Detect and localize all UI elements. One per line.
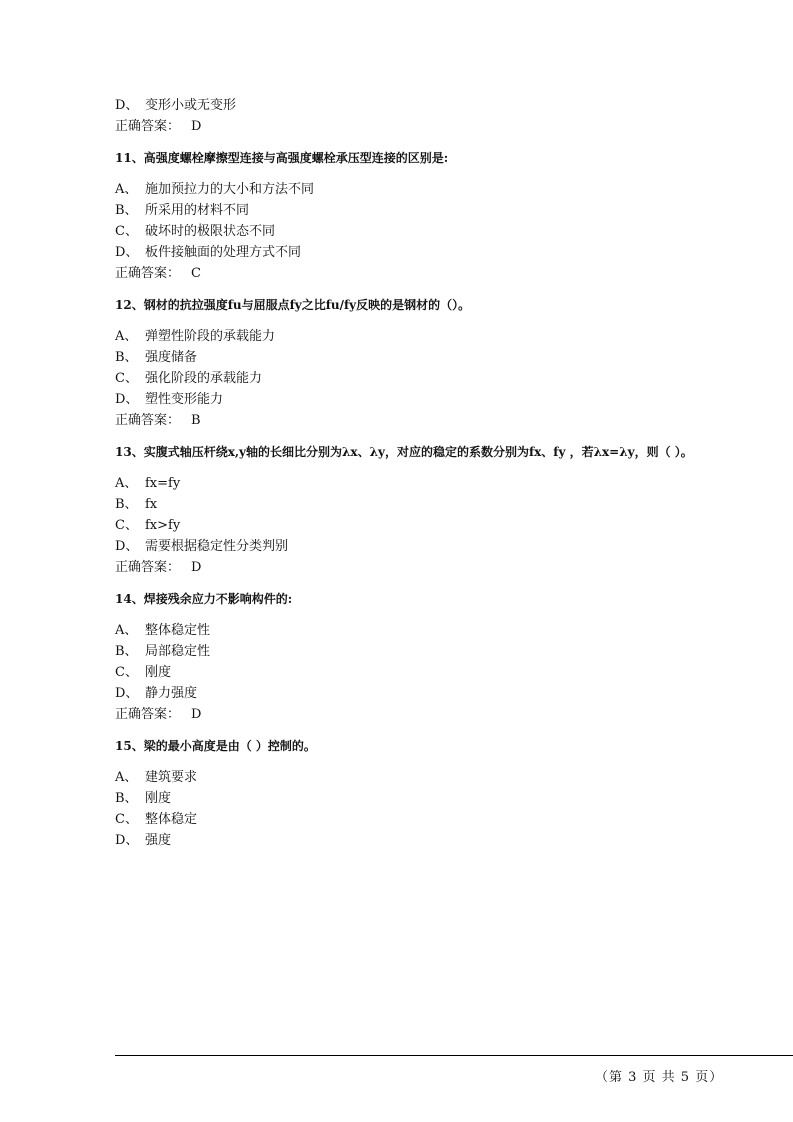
option-text: 强度 bbox=[145, 833, 172, 848]
question-14-option-b bbox=[115, 641, 735, 662]
question-12-option-d bbox=[115, 389, 735, 410]
answer-label: 正确答案： bbox=[115, 119, 181, 134]
answer-value: B bbox=[191, 413, 201, 428]
answer-value: D bbox=[191, 707, 202, 722]
option-text: 破坏时的极限状态不同 bbox=[145, 224, 276, 239]
question-14-title: 14、焊接残余应力不影响构件的: bbox=[115, 592, 293, 606]
option-letter: B、 bbox=[115, 350, 138, 365]
answer-value: C bbox=[191, 266, 201, 281]
question-13-option-b bbox=[115, 494, 735, 515]
question-14-option-a bbox=[115, 620, 735, 641]
option-text: fx bbox=[145, 497, 158, 512]
question-12-option-a bbox=[115, 326, 735, 347]
option-text: 需要根据稳定性分类判别 bbox=[145, 539, 289, 554]
option-text: 塑性变形能力 bbox=[145, 392, 224, 407]
answer-label: 正确答案： bbox=[115, 266, 181, 281]
option-text: 局部稳定性 bbox=[145, 644, 211, 659]
option-letter: A、 bbox=[115, 623, 138, 638]
question-14-option-c bbox=[115, 662, 735, 683]
question-11-answer bbox=[115, 263, 735, 284]
answer-value: D bbox=[191, 560, 202, 575]
option-text: 整体稳定 bbox=[145, 812, 198, 827]
footer-divider bbox=[115, 1055, 793, 1056]
question-13-answer bbox=[115, 557, 735, 578]
answer-label: 正确答案： bbox=[115, 707, 181, 722]
option-text: 建筑要求 bbox=[145, 770, 198, 785]
answer-value: D bbox=[191, 119, 202, 134]
option-text: 强度储备 bbox=[145, 350, 198, 365]
top-answer bbox=[115, 116, 735, 137]
option-letter: A、 bbox=[115, 329, 138, 344]
option-letter: B、 bbox=[115, 203, 138, 218]
option-text: 刚度 bbox=[145, 665, 172, 680]
option-letter: C、 bbox=[115, 665, 138, 680]
question-12-option-b bbox=[115, 347, 735, 368]
question-11-option-b bbox=[115, 200, 735, 221]
top-option-d bbox=[115, 95, 735, 116]
question-15-option-a bbox=[115, 767, 735, 788]
answer-label: 正确答案： bbox=[115, 560, 181, 575]
question-11-option-a bbox=[115, 179, 735, 200]
option-letter: A、 bbox=[115, 476, 138, 491]
question-11-option-d bbox=[115, 242, 735, 263]
option-text: 弹塑性阶段的承载能力 bbox=[145, 329, 276, 344]
option-letter: A、 bbox=[115, 770, 138, 785]
option-letter: C、 bbox=[115, 371, 138, 386]
question-13-title: 13、实腹式轴压杆绕x,y轴的长细比分别为λx、λy，对应的稳定的系数分别为fx、fy ，若λx=λy，则（ ）。 bbox=[115, 445, 693, 459]
option-text: 刚度 bbox=[145, 791, 172, 806]
question-13-option-d bbox=[115, 536, 735, 557]
option-letter: D、 bbox=[115, 833, 139, 848]
question-11-title: 11、高强度螺栓摩擦型连接与高强度螺栓承压型连接的区别是: bbox=[115, 151, 449, 165]
option-text: fx=fy bbox=[145, 476, 181, 491]
question-13-option-a bbox=[115, 473, 735, 494]
question-15-option-c bbox=[115, 809, 735, 830]
option-letter: B、 bbox=[115, 497, 138, 512]
option-text: 板件接触面的处理方式不同 bbox=[145, 245, 302, 260]
option-letter: B、 bbox=[115, 791, 138, 806]
option-text: 整体稳定性 bbox=[145, 623, 211, 638]
option-letter: C、 bbox=[115, 518, 138, 533]
option-text: 施加预拉力的大小和方法不同 bbox=[145, 182, 315, 197]
document-body bbox=[115, 95, 735, 851]
option-letter: C、 bbox=[115, 812, 138, 827]
question-13-option-c bbox=[115, 515, 735, 536]
answer-label: 正确答案： bbox=[115, 413, 181, 428]
question-14-answer bbox=[115, 704, 735, 725]
option-text: 静力强度 bbox=[145, 686, 198, 701]
option-letter: D、 bbox=[115, 686, 139, 701]
option-letter: D、 bbox=[115, 539, 139, 554]
option-text: 变形小或无变形 bbox=[145, 98, 237, 113]
question-12-option-c bbox=[115, 368, 735, 389]
option-letter: A、 bbox=[115, 182, 138, 197]
question-11-option-c bbox=[115, 221, 735, 242]
question-15-option-d bbox=[115, 830, 735, 851]
option-letter: D、 bbox=[115, 392, 139, 407]
question-12-title: 12、钢材的抗拉强度fu与屈服点fy之比fu/fy反映的是钢材的（）。 bbox=[115, 298, 471, 312]
option-text: fx>fy bbox=[145, 518, 181, 533]
question-12-answer bbox=[115, 410, 735, 431]
option-letter: C、 bbox=[115, 224, 138, 239]
option-text: 所采用的材料不同 bbox=[145, 203, 250, 218]
option-letter: D、 bbox=[115, 98, 139, 113]
question-14-option-d bbox=[115, 683, 735, 704]
question-15-title: 15、梁的最小高度是由（ ）控制的。 bbox=[115, 739, 316, 753]
page-number: （第 3 页 共 5 页） bbox=[595, 1070, 724, 1085]
question-15-option-b bbox=[115, 788, 735, 809]
option-letter: D、 bbox=[115, 245, 139, 260]
option-letter: B、 bbox=[115, 644, 138, 659]
option-text: 强化阶段的承载能力 bbox=[145, 371, 263, 386]
